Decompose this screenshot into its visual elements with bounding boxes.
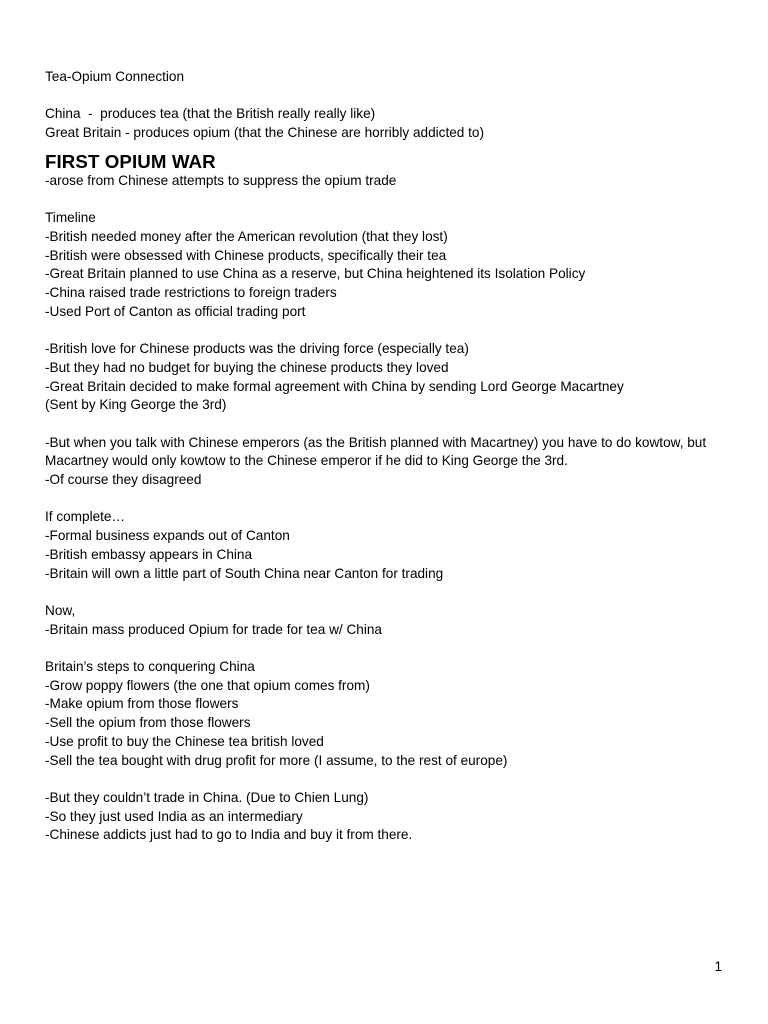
blank-line <box>45 583 735 602</box>
intro-line: Great Britain - produces opium (that the Chinese are horribly addicted to) <box>45 125 484 141</box>
love-line: -But they had no budget for buying the chinese products they loved <box>45 359 449 375</box>
steps-label: Britain’s steps to conquering China <box>45 658 255 674</box>
document-title: Tea-Opium Connection <box>45 69 185 84</box>
if-complete-item: -British embassy appears in China <box>45 546 253 562</box>
timeline-item: -British were obsessed with Chinese products, specifically their tea <box>45 247 447 263</box>
india-line: -Chinese addicts just had to go to India and buy it from there. <box>45 827 413 843</box>
now-label: Now, <box>45 602 76 618</box>
section-subtitle: -arose from Chinese attempts to suppress the opium trade <box>45 172 397 188</box>
india-line: -So they just used India as an intermediary <box>45 808 303 824</box>
india-line: -But they couldn’t trade in China. (Due to Chien Lung) <box>45 789 369 805</box>
kowtow-line: -Of course they disagreed <box>45 472 202 487</box>
steps-item: -Make opium from those flowers <box>45 696 239 712</box>
blank-line <box>45 321 735 340</box>
blank-line <box>45 87 735 106</box>
section-heading: FIRST OPIUM WAR <box>45 150 216 172</box>
timeline-item: -British needed money after the American revolution (that they lost) <box>45 228 448 244</box>
kowtow-line: -But when you talk with Chinese emperors (as the British planned with Macartney) you have to do kowtow, but <box>45 434 707 450</box>
intro-line: China - produces tea (that the British really really like) <box>45 106 376 122</box>
if-complete-item: -Formal business expands out of Canton <box>45 528 290 544</box>
steps-item: -Sell the tea bought with drug profit for more (I assume, to the rest of europe) <box>45 752 508 768</box>
love-line: (Sent by King George the 3rd) <box>45 397 227 413</box>
document-page <box>45 68 735 845</box>
blank-line <box>45 415 735 434</box>
timeline-item: -China raised trade restrictions to foreign traders <box>45 285 337 300</box>
now-item: -Britain mass produced Opium for trade for tea w/ China <box>45 621 382 637</box>
love-line: -Great Britain decided to make formal agreement with China by sending Lord George Macartney <box>45 378 624 394</box>
if-complete-item: -Britain will own a little part of South China near Canton for trading <box>45 565 444 581</box>
page-number: 1 <box>714 959 722 974</box>
blank-line <box>45 639 735 658</box>
steps-item: -Use profit to buy the Chinese tea british loved <box>45 733 324 749</box>
blank-line <box>45 770 735 789</box>
kowtow-line: Macartney would only kowtow to the Chinese emperor if he did to King George the 3rd. <box>45 453 568 469</box>
blank-line <box>45 191 735 210</box>
steps-item: -Grow poppy flowers (the one that opium comes from) <box>45 677 370 693</box>
blank-line <box>45 490 735 509</box>
timeline-item: -Great Britain planned to use China as a reserve, but China heightened its Isolation Policy <box>45 266 586 282</box>
timeline-item: -Used Port of Canton as official trading port <box>45 303 306 319</box>
steps-item: -Sell the opium from those flowers <box>45 715 251 731</box>
timeline-label: Timeline <box>45 210 96 226</box>
love-line: -British love for Chinese products was the driving force (especially tea) <box>45 341 469 357</box>
if-complete-label: If complete… <box>45 509 126 525</box>
